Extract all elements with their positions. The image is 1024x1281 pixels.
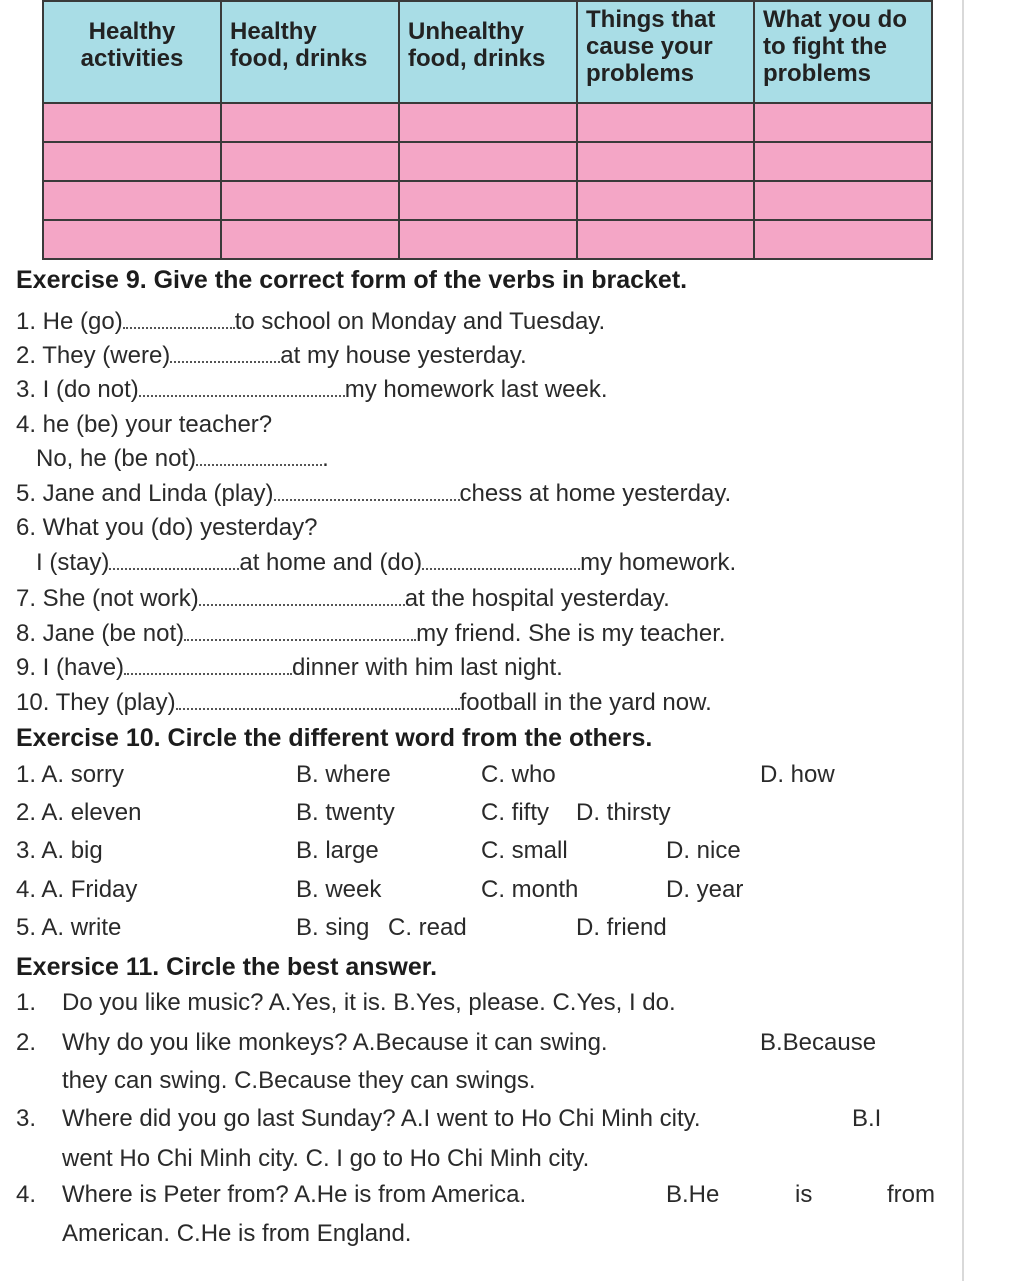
table-cell[interactable] bbox=[754, 181, 932, 220]
table-row bbox=[43, 103, 932, 142]
ex9-item-4: 4. he (be) your teacher? bbox=[16, 411, 273, 438]
table-cell[interactable] bbox=[221, 220, 399, 259]
ex9-item-5: 5. Jane and Linda (play) chess at home yesterday. bbox=[16, 480, 732, 507]
table-cell[interactable] bbox=[754, 103, 932, 142]
ex11-q2-line1[interactable]: Why do you like monkeys? A.Because it can swing. bbox=[62, 1029, 608, 1056]
ex10-q1-option-c[interactable]: C. who bbox=[481, 761, 556, 788]
ex11-q4-option-b-part2[interactable]: is bbox=[795, 1181, 813, 1208]
answer-blank[interactable] bbox=[176, 690, 460, 710]
ex10-q3-option-c[interactable]: C. small bbox=[481, 837, 568, 864]
exercise-9-title: Exercise 9. Give the correct form of the verbs in bracket. bbox=[16, 266, 688, 294]
ex9-item-10: 10. They (play) football in the yard now. bbox=[16, 689, 712, 716]
answer-blank[interactable] bbox=[199, 586, 405, 606]
ex11-q2-line2[interactable]: they can swing. C.Because they can swings. bbox=[62, 1067, 536, 1094]
answer-blank[interactable] bbox=[184, 621, 416, 641]
exercise-10-title: Exercise 10. Circle the different word from the others. bbox=[16, 724, 653, 752]
answer-blank[interactable] bbox=[123, 309, 235, 329]
answer-blank[interactable] bbox=[196, 446, 322, 466]
ex10-q1-option-b[interactable]: B. where bbox=[296, 761, 391, 788]
ex9-item-6-answer: I (stay) at home and (do) my homework. bbox=[36, 549, 737, 576]
table-row bbox=[43, 142, 932, 181]
table-cell[interactable] bbox=[577, 103, 754, 142]
ex10-q3-option-a[interactable]: 3. A. big bbox=[16, 837, 103, 864]
ex10-q5-option-a[interactable]: 5. A. write bbox=[16, 914, 122, 941]
ex11-q4-line1[interactable]: Where is Peter from? A.He is from America. bbox=[62, 1181, 527, 1208]
ex11-q3-line1[interactable]: Where did you go last Sunday? A.I went to Ho Chi Minh city. bbox=[62, 1105, 701, 1132]
ex11-q3-option-b[interactable]: B.I bbox=[852, 1105, 882, 1132]
table-cell[interactable] bbox=[221, 142, 399, 181]
ex10-q4-option-b[interactable]: B. week bbox=[296, 876, 382, 903]
table-cell[interactable] bbox=[754, 220, 932, 259]
answer-blank[interactable] bbox=[124, 655, 292, 675]
ex10-q3-option-b[interactable]: B. large bbox=[296, 837, 379, 864]
ex10-q5-option-d[interactable]: D. friend bbox=[576, 914, 667, 941]
table-cell[interactable] bbox=[577, 181, 754, 220]
ex10-q4-option-c[interactable]: C. month bbox=[481, 876, 579, 903]
ex10-q2-option-d[interactable]: D. thirsty bbox=[576, 799, 671, 826]
ex11-q4-line2[interactable]: American. C.He is from England. bbox=[62, 1220, 412, 1247]
answer-blank[interactable] bbox=[170, 343, 280, 363]
ex10-q4-option-a[interactable]: 4. A. Friday bbox=[16, 876, 138, 903]
ex9-item-2: 2. They (were) at my house yesterday. bbox=[16, 342, 527, 369]
ex10-q2-option-c[interactable]: C. fifty bbox=[481, 799, 550, 826]
header-unhealthy-food: Unhealthy food, drinks bbox=[399, 1, 577, 103]
ex11-q1-number: 1. bbox=[16, 989, 37, 1016]
ex10-q1-option-a[interactable]: 1. A. sorry bbox=[16, 761, 125, 788]
ex9-item-7: 7. She (not work) at the hospital yesterday. bbox=[16, 585, 670, 612]
ex10-q1-option-d[interactable]: D. how bbox=[760, 761, 835, 788]
header-fight-problems: What you do to fight the problems bbox=[754, 1, 932, 103]
table-cell[interactable] bbox=[43, 181, 221, 220]
table-cell[interactable] bbox=[221, 103, 399, 142]
table-cell[interactable] bbox=[754, 142, 932, 181]
ex9-item-4-answer: No, he (be not) . bbox=[36, 445, 329, 472]
table-cell[interactable] bbox=[577, 220, 754, 259]
ex11-q1-text[interactable]: Do you like music? A.Yes, it is. B.Yes, please. C.Yes, I do. bbox=[62, 989, 676, 1016]
ex9-item-8: 8. Jane (be not) my friend. She is my teacher. bbox=[16, 620, 726, 647]
table-cell[interactable] bbox=[43, 103, 221, 142]
table-row bbox=[43, 220, 932, 259]
ex10-q2-option-b[interactable]: B. twenty bbox=[296, 799, 395, 826]
table-cell[interactable] bbox=[43, 220, 221, 259]
ex10-q4-option-d[interactable]: D. year bbox=[666, 876, 744, 903]
ex9-item-3: 3. I (do not) my homework last week. bbox=[16, 376, 608, 403]
ex11-q3-line2[interactable]: went Ho Chi Minh city. C. I go to Ho Chi Minh city. bbox=[62, 1145, 590, 1172]
table-cell[interactable] bbox=[221, 181, 399, 220]
ex9-item-9: 9. I (have) dinner with him last night. bbox=[16, 654, 563, 681]
header-problem-causes: Things that cause your problems bbox=[577, 1, 754, 103]
ex11-q4-option-b-part3[interactable]: from bbox=[887, 1181, 935, 1208]
ex11-q3-number: 3. bbox=[16, 1105, 37, 1132]
ex10-q3-option-d[interactable]: D. nice bbox=[666, 837, 741, 864]
table-header-row bbox=[43, 1, 932, 103]
header-healthy-food: Healthy food, drinks bbox=[221, 1, 399, 103]
answer-blank[interactable] bbox=[422, 550, 580, 570]
table-cell[interactable] bbox=[399, 142, 577, 181]
ex11-q4-number: 4. bbox=[16, 1181, 37, 1208]
ex9-item-1: 1. He (go) to school on Monday and Tuesday. bbox=[16, 308, 606, 335]
header-healthy-activities: Healthy activities bbox=[43, 1, 221, 103]
ex11-q4-option-b-part1[interactable]: B.He bbox=[666, 1181, 720, 1208]
answer-blank[interactable] bbox=[109, 550, 239, 570]
table-cell[interactable] bbox=[577, 142, 754, 181]
ex10-q2-option-a[interactable]: 2. A. eleven bbox=[16, 799, 142, 826]
table-row bbox=[43, 181, 932, 220]
ex11-q2-option-b[interactable]: B.Because bbox=[760, 1029, 877, 1056]
table-cell[interactable] bbox=[399, 181, 577, 220]
ex10-q5-option-b[interactable]: B. sing bbox=[296, 914, 370, 941]
ex9-item-6: 6. What you (do) yesterday? bbox=[16, 514, 318, 541]
page-edge-divider bbox=[962, 0, 964, 1281]
ex10-q5-option-c[interactable]: C. read bbox=[388, 914, 467, 941]
table-cell[interactable] bbox=[399, 103, 577, 142]
table-cell[interactable] bbox=[399, 220, 577, 259]
exercise-11-title: Exersice 11. Circle the best answer. bbox=[16, 953, 438, 981]
ex11-q2-number: 2. bbox=[16, 1029, 37, 1056]
health-table bbox=[42, 0, 933, 260]
answer-blank[interactable] bbox=[274, 481, 460, 501]
answer-blank[interactable] bbox=[139, 377, 345, 397]
table-cell[interactable] bbox=[43, 142, 221, 181]
